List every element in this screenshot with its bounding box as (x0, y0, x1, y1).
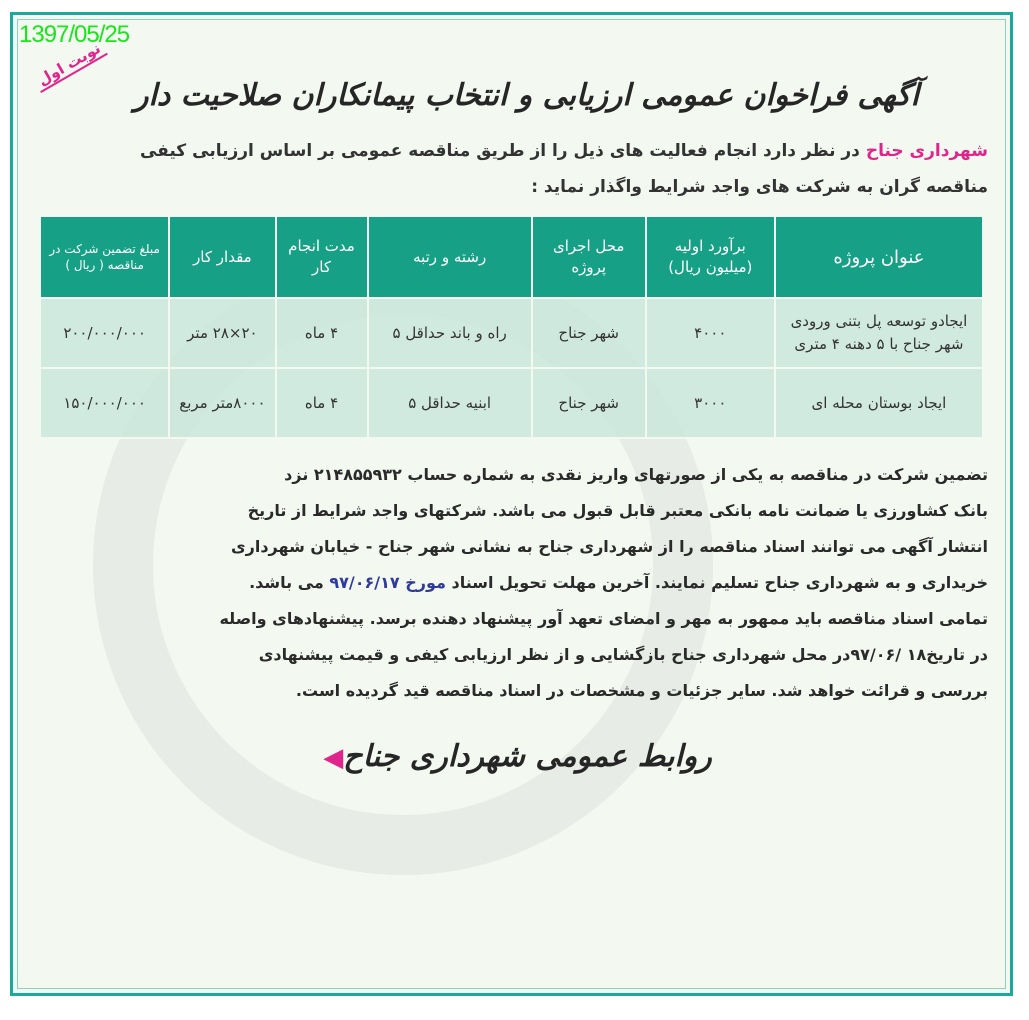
organization-name: شهرداری جناح (865, 141, 988, 161)
cell-quantity: ۲۰×۲۸ متر (169, 298, 275, 368)
body-line: بررسی و قرائت خواهد شد. سایر جزئیات و مشخصات در اسناد مناقصه قید گردیده است. (295, 681, 988, 700)
cell-duration: ۴ ماه (276, 368, 368, 438)
projects-table (39, 215, 984, 439)
intro-text: مناقصه گران به شرکت های واجد شرایط واگذار نماید : (531, 177, 988, 197)
advertisement-frame (10, 12, 1013, 996)
cell-duration: ۴ ماه (276, 298, 368, 368)
cell-location: شهر جناح (532, 298, 646, 368)
cell-quantity: ۸۰۰۰متر مربع (169, 368, 275, 438)
column-header: مدت انجام کار (276, 216, 368, 298)
body-text: خریداری و به شهرداری جناح تسلیم نمایند. آخرین مهلت تحویل اسناد (445, 573, 988, 592)
column-header: مقدار کار (169, 216, 275, 298)
table-row (40, 368, 983, 438)
cell-grade: ابنیه حداقل ۵ (368, 368, 532, 438)
table-row (40, 298, 983, 368)
footer-signature (35, 739, 988, 774)
cell-guarantee: ۱۵۰/۰۰۰/۰۰۰ (40, 368, 169, 438)
body-line: تمامی اسناد مناقصه باید ممهور به مهر و امضای تعهد آور پیشنهاد دهنده برسد. پیشنهادهای واصله (219, 609, 988, 628)
date-stamp: 1397/05/25 (19, 21, 130, 48)
conditions-paragraph (35, 457, 988, 709)
intro-paragraph (35, 133, 988, 205)
body-line: در تاریخ۱۸ /۹۷/۰۶در محل شهرداری جناح بازگشایی و از نظر ارزیابی کیفی و قیمت پیشنهادی (258, 645, 988, 664)
column-header: مبلغ تضمین شرکت در مناقصه ( ریال ) (40, 216, 169, 298)
body-line (35, 565, 988, 601)
deadline-date: مورخ ۹۷/۰۶/۱۷ (329, 573, 446, 592)
column-header: برآورد اولیه (میلیون ریال) (646, 216, 775, 298)
cell-estimate: ۳۰۰۰ (646, 368, 775, 438)
body-text: می باشد. (249, 573, 330, 592)
arrow-left-icon: ◀ (323, 743, 344, 773)
cell-title: ایجاد بوستان محله ای (775, 368, 983, 438)
cell-estimate: ۴۰۰۰ (646, 298, 775, 368)
cell-grade: راه و باند حداقل ۵ (368, 298, 532, 368)
footer-text: روابط عمومی شهرداری جناح (343, 739, 712, 774)
column-header: رشته و رتبه (368, 216, 532, 298)
column-header: عنوان پروژه (775, 216, 983, 298)
intro-text: در نظر دارد انجام فعالیت های ذیل را از طریق مناقصه عمومی بر اساس ارزیابی کیفی (139, 141, 866, 161)
body-line: انتشار آگهی می توانند اسناد مناقصه را از شهرداری جناح به نشانی شهر جناح - خیابان شهرداری (230, 537, 988, 556)
cell-location: شهر جناح (532, 368, 646, 438)
cell-title: ایجادو توسعه پل بتنی ورودی شهر جناح با ۵ دهنه ۴ متری (775, 298, 983, 368)
first-publication-badge: نوبت اول (31, 37, 108, 93)
page-title: آگهی فراخوان عمومی ارزیابی و انتخاب پیمانکاران صلاحیت دار (134, 78, 919, 113)
body-line: تضمین شرکت در مناقصه به یکی از صورتهای واریز نقدی به شماره حساب ۲۱۴۸۵۵۹۳۲ نزد (284, 465, 988, 484)
table-header-row (40, 216, 983, 298)
cell-guarantee: ۲۰۰/۰۰۰/۰۰۰ (40, 298, 169, 368)
body-line: بانک کشاورزی یا ضمانت نامه بانکی معتبر قابل قبول می باشد. شرکتهای واجد شرایط از تاریخ (247, 501, 988, 520)
column-header: محل اجرای پروژه (532, 216, 646, 298)
